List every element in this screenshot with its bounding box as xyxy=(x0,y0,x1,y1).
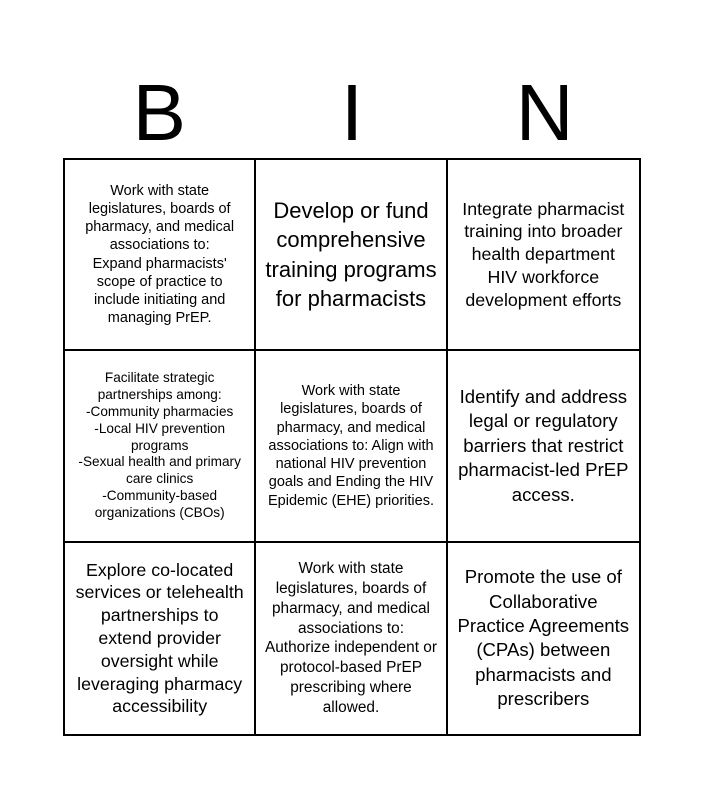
bingo-cell-text: Work with state legislatures, boards of pharmacy, and medical associations to: Align with national HIV prevention goals and Ending the HIV Epidemic (EHE) priorities. xyxy=(267,383,434,509)
bingo-cell-text: Work with state legislatures, boards of pharmacy, and medical associations to: Expand pharmacists' scope of practice to include initiating and managing PrEP. xyxy=(85,182,235,327)
bingo-cell-1[interactable] xyxy=(65,160,256,351)
header-letter-n: N xyxy=(515,68,574,157)
bingo-cell-7[interactable] xyxy=(65,543,256,734)
bingo-cell-2[interactable] xyxy=(256,160,447,351)
bingo-cell-text: Explore co-located services or telehealth partnerships to extend provider oversight while leveraging pharmacy accessibility xyxy=(75,559,244,717)
bingo-cell-text: Facilitate strategic partnerships among: -Community pharmacies -Local HIV prevention programs -Sexual health and primary care clinics -Community-based organizations (CBOs) xyxy=(78,370,241,520)
bingo-cell-text: Develop or fund comprehensive training programs for pharmacists xyxy=(265,198,437,311)
bingo-card-grid xyxy=(63,158,641,736)
bingo-cell-5[interactable] xyxy=(256,351,447,542)
bingo-cell-4[interactable] xyxy=(65,351,256,542)
header-letter-i: I xyxy=(340,68,364,157)
bingo-cell-text: Work with state legislatures, boards of pharmacy, and medical associations to: Authorize independent or protocol-based PrEP prescribing where allowed. xyxy=(264,560,437,716)
header-letter-b: B xyxy=(132,68,186,157)
bingo-cell-text: Identify and address legal or regulatory barriers that restrict pharmacist-led PrEP access. xyxy=(458,385,629,505)
bingo-cell-8[interactable] xyxy=(256,543,447,734)
bingo-cell-text: Integrate pharmacist training into broader health department HIV workforce development efforts xyxy=(462,198,625,310)
bingo-header xyxy=(63,68,641,158)
bingo-cell-9[interactable] xyxy=(448,543,639,734)
bingo-cell-3[interactable] xyxy=(448,160,639,351)
bingo-cell-text: Promote the use of Collaborative Practice Agreements (CPAs) between pharmacists and prescribers xyxy=(457,566,630,710)
bingo-cell-6[interactable] xyxy=(448,351,639,542)
